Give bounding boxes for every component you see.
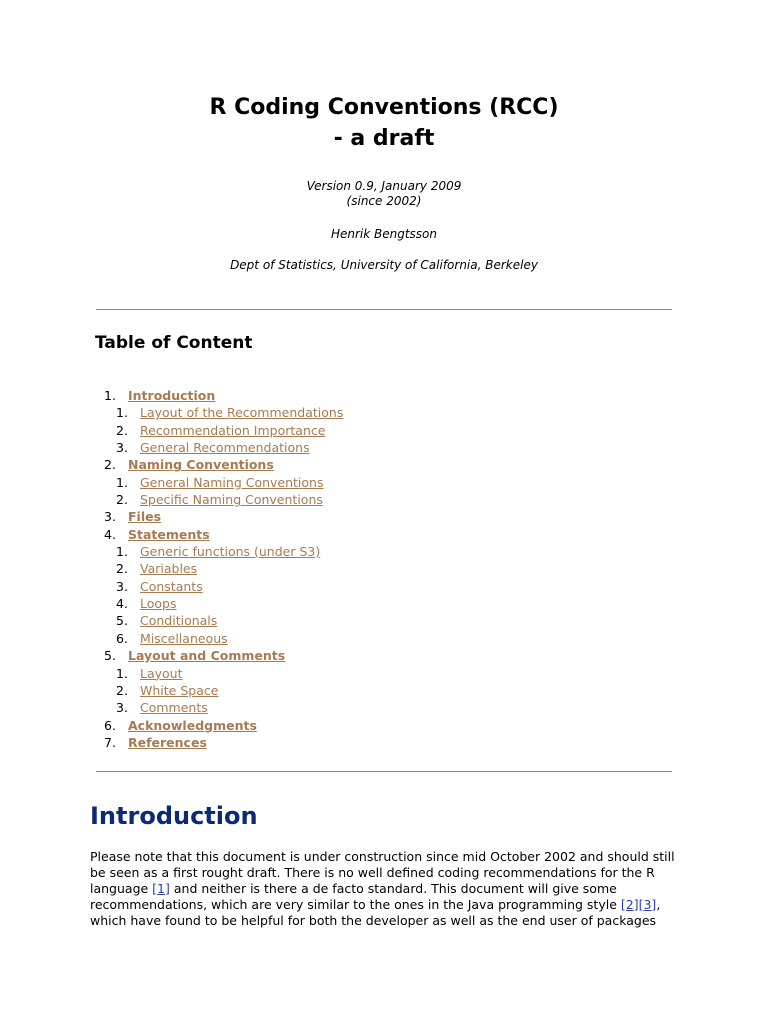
toc-link[interactable]: Loops xyxy=(140,596,177,612)
toc-item xyxy=(104,717,343,734)
toc-link[interactable]: Introduction xyxy=(128,388,216,403)
toc-item-number: 2. xyxy=(116,492,128,508)
toc-item xyxy=(104,456,343,473)
toc-item-number: 3. xyxy=(116,578,128,594)
toc-item xyxy=(104,508,343,525)
toc-link[interactable]: Naming Conventions xyxy=(128,457,274,473)
toc-link[interactable]: Specific Naming Conventions xyxy=(140,492,323,508)
toc-link[interactable]: Comments xyxy=(140,700,208,716)
toc-item-number: 1. xyxy=(116,544,128,560)
toc-item xyxy=(104,699,343,716)
toc-item-number: 6. xyxy=(116,630,128,646)
toc-item-number: 3. xyxy=(116,700,128,716)
toc-link[interactable]: Conditionals xyxy=(140,613,218,629)
toc-item xyxy=(104,612,343,629)
toc-item xyxy=(104,647,343,664)
toc-item xyxy=(104,439,343,456)
document-title xyxy=(0,92,768,154)
affiliation: Dept of Statistics, University of California, Berkeley xyxy=(230,258,538,272)
toc-link[interactable]: Generic functions (under S3) xyxy=(140,544,321,560)
toc-link[interactable]: Constants xyxy=(140,578,203,594)
intro-text-3: , which have found to be helpful for both the developer as well as the end user of packages xyxy=(90,897,661,928)
toc-item xyxy=(104,543,343,560)
toc-item-number: 1. xyxy=(104,388,116,403)
divider-top xyxy=(96,309,672,310)
reference-link-2[interactable]: [2] xyxy=(620,897,639,912)
toc-item-number: 3. xyxy=(104,509,116,525)
toc-link[interactable]: Recommendation Importance xyxy=(140,422,326,438)
toc-item-number: 2. xyxy=(104,457,116,473)
toc-item-number: 5. xyxy=(104,648,116,664)
toc-link[interactable]: General Recommendations xyxy=(140,440,310,456)
section-heading-introduction: Introduction xyxy=(90,802,258,830)
toc-item-number: 4. xyxy=(104,526,116,542)
introduction-paragraph xyxy=(90,849,680,929)
toc-item xyxy=(104,595,343,612)
toc-heading: Table of Content xyxy=(95,333,253,353)
toc-item-number: 3. xyxy=(116,440,128,456)
toc-link[interactable]: White Space xyxy=(140,682,219,698)
toc-item xyxy=(104,578,343,595)
intro-text-1: Please note that this document is under construction since mid October 2002 and should still be seen as a first rought draft. There is no well defined coding recommendations for the R language xyxy=(90,849,675,896)
toc-link[interactable]: Layout xyxy=(140,665,183,681)
reference-link-3[interactable]: [3] xyxy=(638,897,657,912)
toc-link[interactable]: Variables xyxy=(140,561,198,577)
toc-item-number: 1. xyxy=(116,665,128,681)
toc-item xyxy=(104,491,343,508)
toc-item-number: 7. xyxy=(104,734,116,750)
version-info xyxy=(0,179,768,209)
toc-link[interactable]: Layout of the Recommendations xyxy=(140,405,344,421)
toc-item-number: 2. xyxy=(116,561,128,577)
toc-item xyxy=(104,422,343,439)
toc-link[interactable]: References xyxy=(128,734,207,750)
reference-link-1[interactable]: [1] xyxy=(152,881,170,896)
since-text: (since 2002) xyxy=(346,194,422,208)
toc-link[interactable]: Acknowledgments xyxy=(128,717,257,733)
toc-item-number: 1. xyxy=(116,405,128,421)
toc-item xyxy=(104,665,343,682)
title-line-1: R Coding Conventions (RCC) xyxy=(209,95,559,120)
toc-item xyxy=(104,630,343,647)
toc-item-number: 5. xyxy=(116,613,128,629)
toc-link[interactable]: Layout and Comments xyxy=(128,648,286,664)
version-text: Version 0.9, January 2009 xyxy=(306,179,462,193)
toc-item-number: 1. xyxy=(116,474,128,490)
toc-link[interactable]: Statements xyxy=(128,526,210,542)
toc-item xyxy=(104,387,343,404)
toc-item-number: 6. xyxy=(104,717,116,733)
divider-bottom xyxy=(96,771,672,772)
table-of-contents xyxy=(104,387,343,751)
toc-link[interactable]: Miscellaneous xyxy=(140,630,228,646)
toc-item-number: 4. xyxy=(116,596,128,612)
author: Henrik Bengtsson xyxy=(330,227,438,241)
toc-link[interactable]: Files xyxy=(128,509,162,525)
toc-item xyxy=(104,404,343,421)
toc-item-number: 2. xyxy=(116,422,128,438)
toc-item xyxy=(104,526,343,543)
toc-item xyxy=(104,474,343,491)
intro-text-2: and neither is there a de facto standard. This document will give some recommendations, which are very similar to the ones in the Java programming style xyxy=(90,881,621,912)
toc-item xyxy=(104,560,343,577)
toc-item xyxy=(104,734,343,751)
toc-link[interactable]: General Naming Conventions xyxy=(140,474,324,490)
title-line-2: - a draft xyxy=(333,126,435,151)
toc-item xyxy=(104,682,343,699)
toc-item-number: 2. xyxy=(116,682,128,698)
